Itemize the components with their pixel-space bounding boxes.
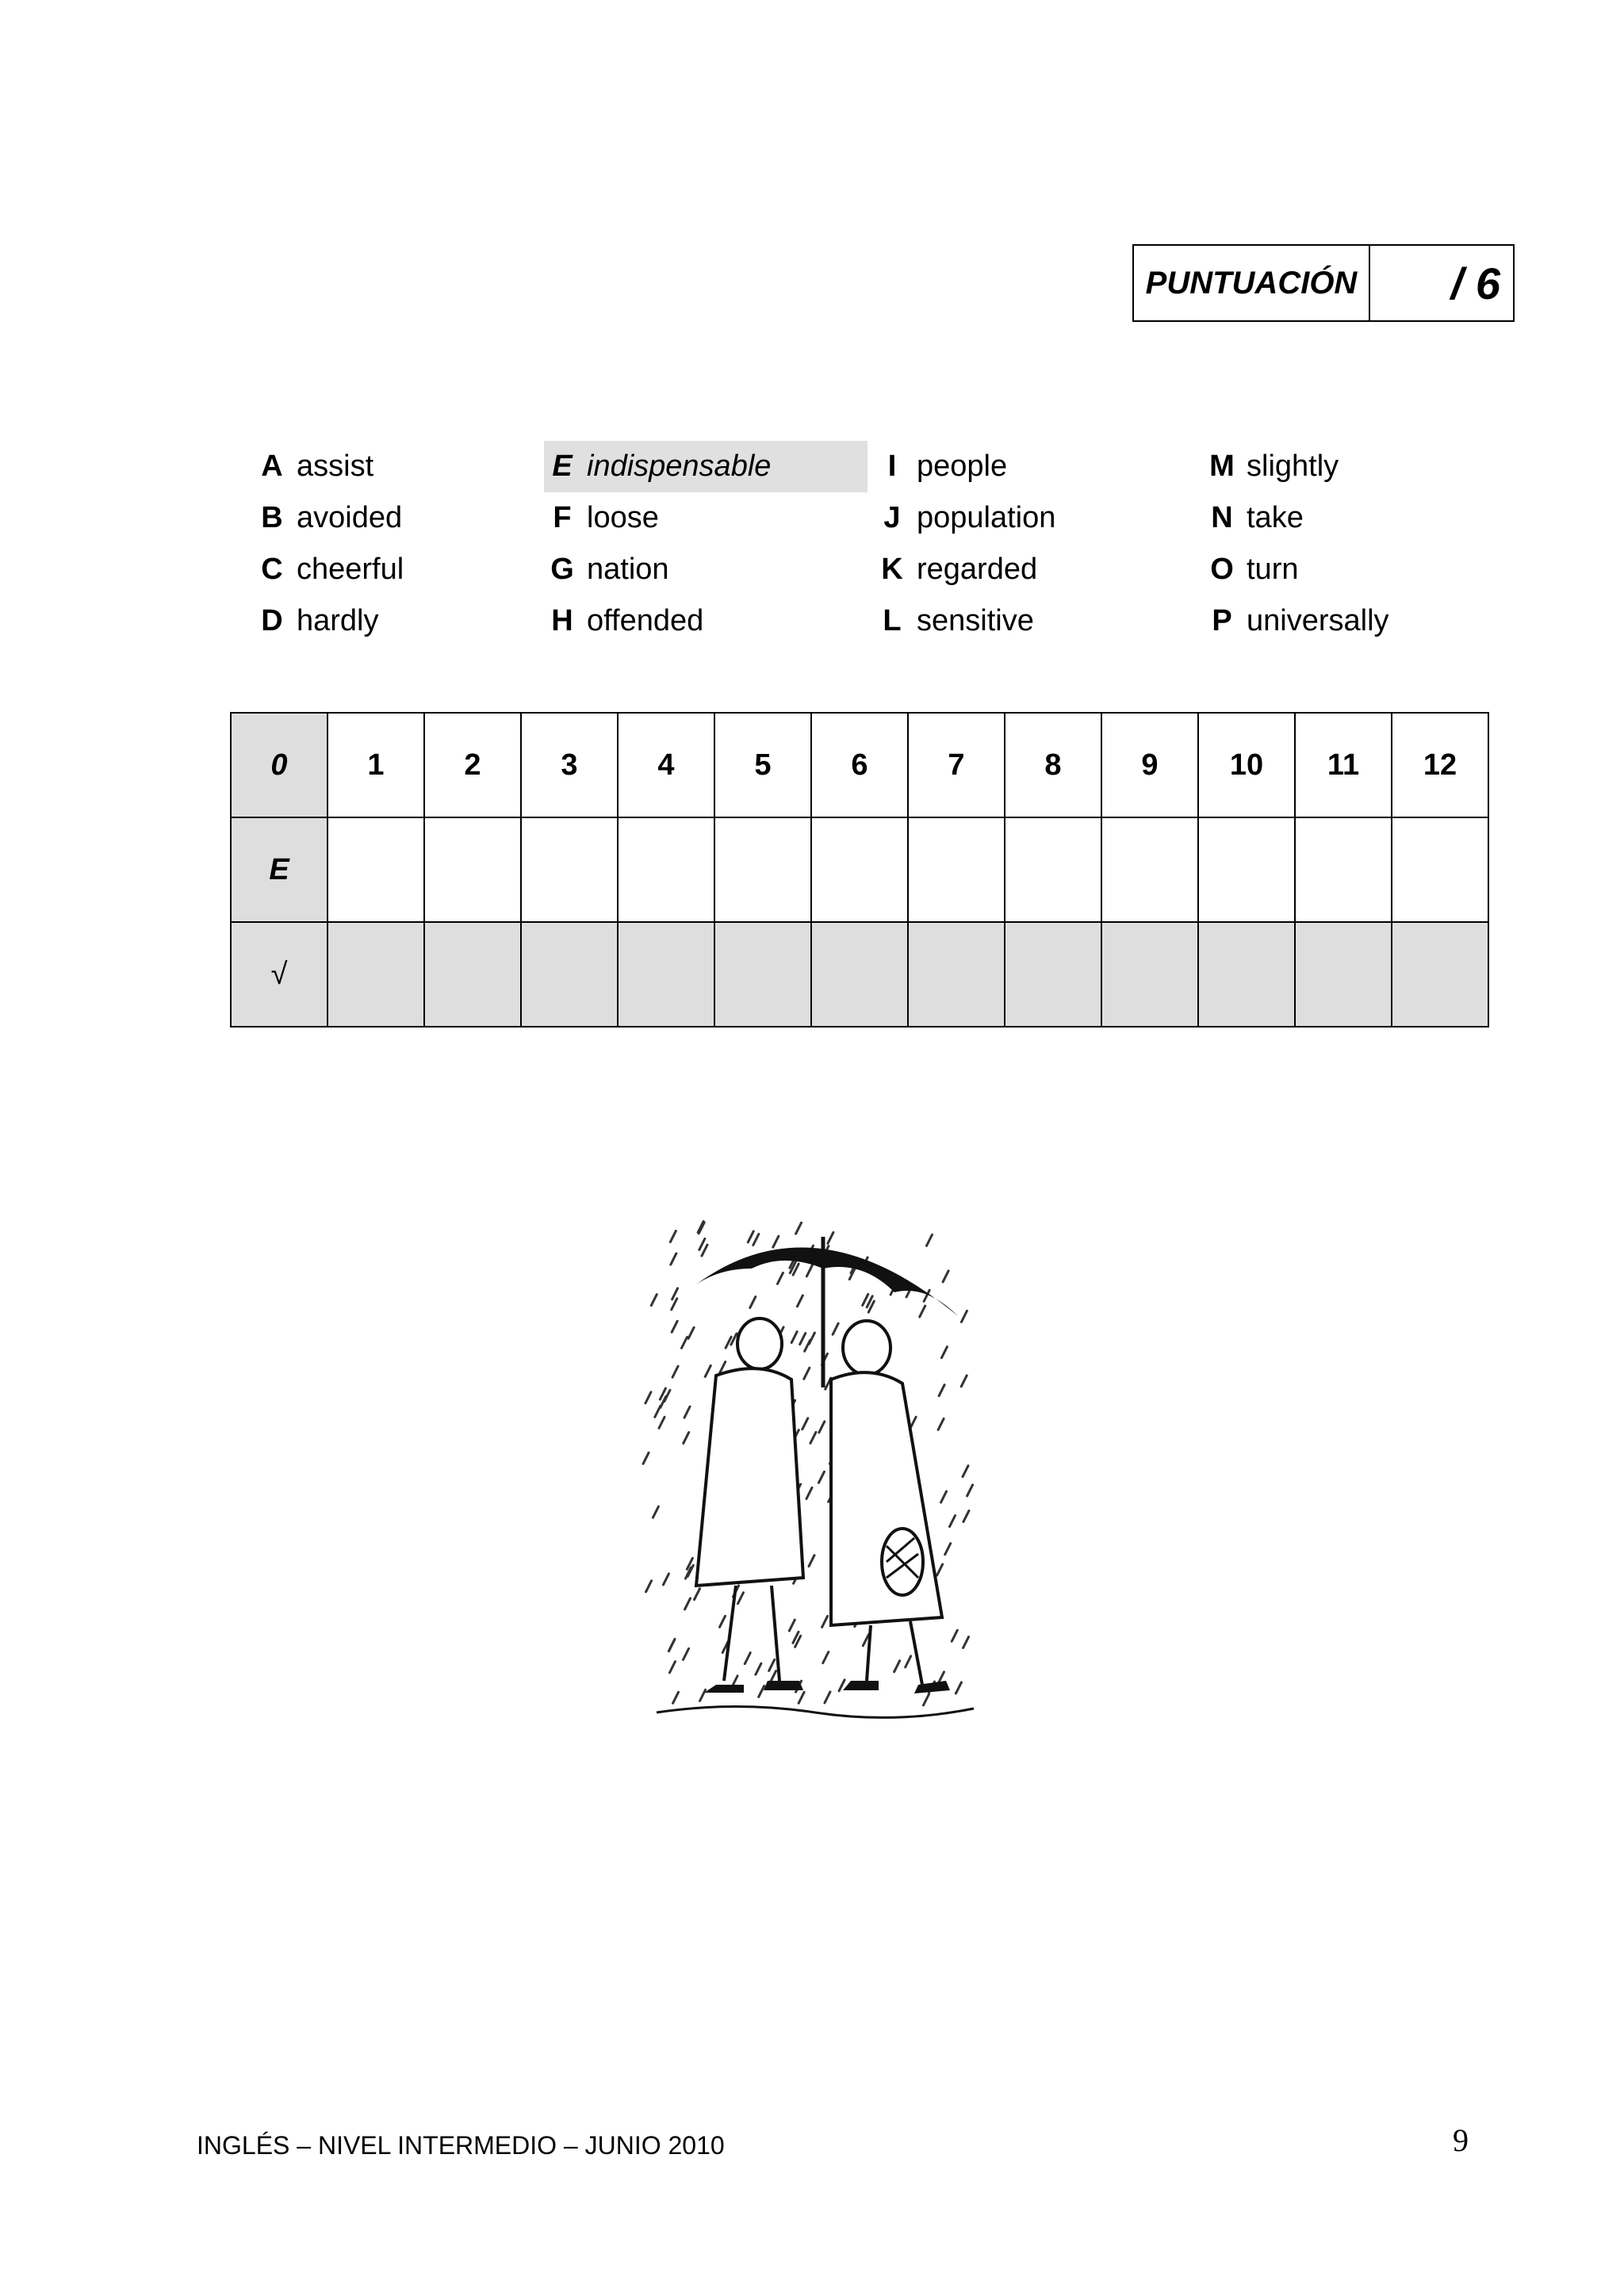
word-bank-column-4 [1204,441,1521,647]
answer-grid-header-row [231,713,1488,817]
question-number-cell: 11 [1295,713,1392,817]
word-text: slightly [1247,450,1339,483]
word-letter: O [1210,553,1234,586]
answer-cell[interactable] [1005,817,1101,922]
check-cell [1392,922,1488,1027]
word-letter: J [883,501,901,534]
word-text: nation [587,553,669,586]
answer-cell[interactable] [327,817,424,922]
word-bank-item [254,595,571,647]
word-text: hardly [297,604,379,637]
question-number-cell: 1 [327,713,424,817]
question-number-cell: 10 [1198,713,1295,817]
word-bank-item [1204,595,1521,647]
question-number-cell: 6 [811,713,908,817]
cartoon-couple-umbrella-rain-icon [641,1205,990,1744]
word-letter: M [1209,450,1235,483]
word-bank-item [874,441,1191,492]
word-bank-item [254,544,571,595]
word-letter: I [887,450,897,483]
footer-exam-title: INGLÉS – NIVEL INTERMEDIO – JUNIO 2010 [197,2131,725,2160]
word-bank-item [1204,544,1521,595]
check-cell [424,922,521,1027]
answer-grid [230,712,1489,1027]
word-bank-item [1204,492,1521,544]
check-cell [521,922,618,1027]
word-text: avoided [297,501,403,534]
word-bank-item [544,492,861,544]
answer-cell[interactable] [1101,817,1198,922]
check-symbol-cell: √ [231,922,327,1027]
answer-cell[interactable] [811,817,908,922]
word-text: turn [1247,553,1299,586]
word-text: cheerful [297,553,404,586]
check-cell [1101,922,1198,1027]
answer-grid-answer-row [231,817,1488,922]
check-cell [1005,922,1101,1027]
word-letter: P [1212,604,1232,637]
word-text: offended [587,604,704,637]
check-cell [1295,922,1392,1027]
check-cell [811,922,908,1027]
page-number: 9 [1453,2122,1469,2158]
question-number-cell: 7 [908,713,1005,817]
word-text: indispensable [587,450,772,483]
answer-cell[interactable] [1392,817,1488,922]
answer-grid-check-row [231,922,1488,1027]
word-bank-column-2 [544,441,861,647]
question-number-cell: 4 [618,713,714,817]
score-box [1132,244,1515,322]
word-letter: C [261,553,283,586]
check-cell [908,922,1005,1027]
word-bank-item-example [544,441,868,492]
word-text: people [917,450,1008,483]
question-number-cell: 9 [1101,713,1198,817]
check-cell [327,922,424,1027]
word-text: loose [587,501,659,534]
answer-cell[interactable] [908,817,1005,922]
word-text: assist [297,450,374,483]
word-bank-column-3 [874,441,1191,647]
word-letter: F [553,501,572,534]
check-cell [714,922,811,1027]
word-bank-item [544,595,861,647]
word-letter: E [552,450,573,483]
example-answer-cell: E [231,817,327,922]
word-bank-item [1204,441,1521,492]
question-number-cell: 0 [231,713,327,817]
answer-cell[interactable] [1198,817,1295,922]
word-text: sensitive [917,604,1034,637]
word-letter: N [1211,501,1233,534]
question-number-cell: 5 [714,713,811,817]
answer-cell[interactable] [618,817,714,922]
score-value: / 6 [1450,258,1500,308]
score-label: PUNTUACIÓN [1134,246,1370,320]
word-letter: A [261,450,283,483]
answer-cell[interactable] [714,817,811,922]
word-letter: K [881,553,903,586]
word-bank-item [254,492,571,544]
check-cell [1198,922,1295,1027]
answer-cell[interactable] [521,817,618,922]
word-bank-item [874,595,1191,647]
word-bank-column-1 [254,441,571,647]
word-text: take [1247,501,1304,534]
answer-cell[interactable] [1295,817,1392,922]
word-letter: H [551,604,573,637]
word-letter: D [261,604,283,637]
word-bank-item [874,544,1191,595]
word-text: regarded [917,553,1038,586]
word-text: universally [1247,604,1389,637]
question-number-cell: 2 [424,713,521,817]
question-number-cell: 8 [1005,713,1101,817]
word-letter: L [883,604,902,637]
word-letter: B [261,501,283,534]
word-letter: G [550,553,574,586]
question-number-cell: 3 [521,713,618,817]
question-number-cell: 12 [1392,713,1488,817]
word-bank-item [544,544,861,595]
answer-cell[interactable] [424,817,521,922]
word-text: population [917,501,1056,534]
check-cell [618,922,714,1027]
word-bank-item [874,492,1191,544]
word-bank-item [254,441,571,492]
